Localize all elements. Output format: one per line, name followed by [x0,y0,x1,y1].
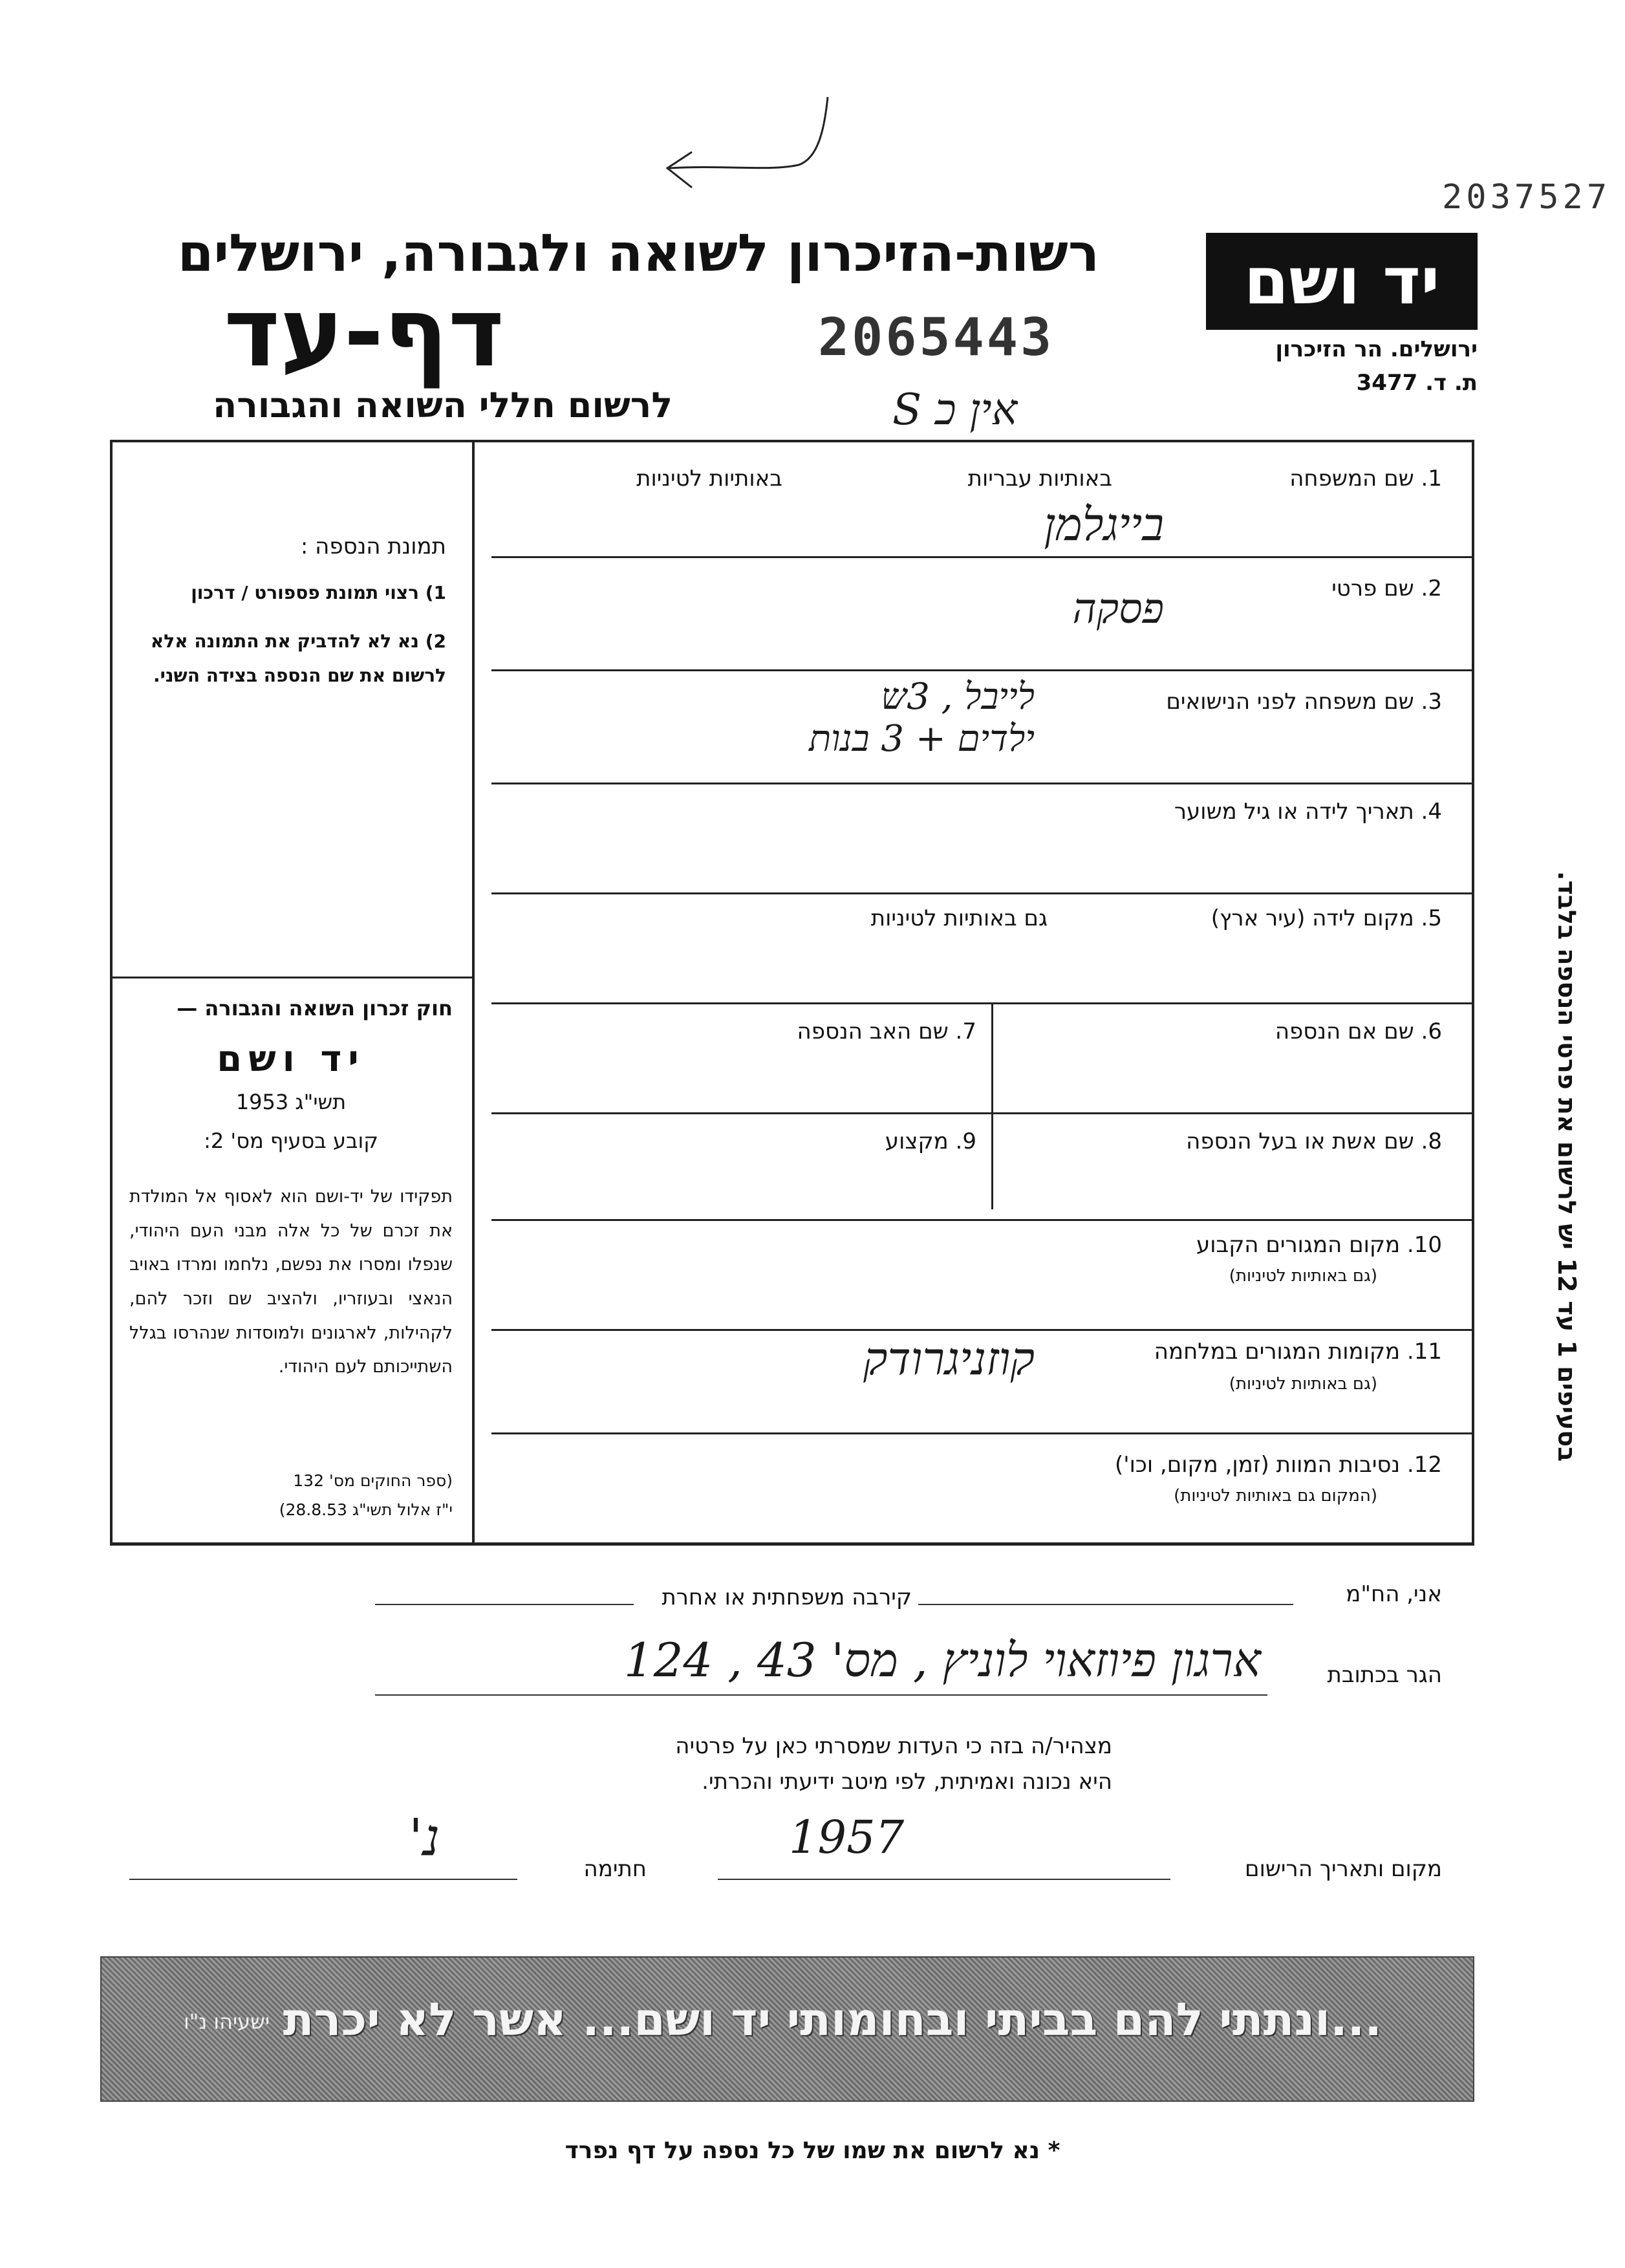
field3-value2: ילדים + 3 בנות [808,718,1035,760]
field5-label: 5. מקום לידה (עיר ארץ) [1211,905,1442,931]
decl-relation-line[interactable] [375,1604,634,1605]
decl-address-label: הגר בכתובת [1327,1662,1442,1688]
field9-label: 9. מקצוע [885,1129,976,1154]
left-panel-divider [110,977,473,978]
decl-statement1: מצהיר/ה בזה כי העדות שמסרתי כאן על פרטיה [675,1733,1112,1759]
photo-note2: 2) נא לא להדביק את התמונה אלא לרשום את שם הנספה בצידה השני. [150,631,446,687]
decl-signature-line[interactable] [129,1879,517,1880]
decl-place-date-value: 1957 [789,1811,905,1864]
address-line1: ירושלים. הר הזיכרון [1275,336,1478,362]
field3-value1: לייבל , 3ש [881,676,1035,718]
form-title: דף-עד [224,277,504,388]
row-sep-5 [491,1002,1474,1004]
decl-address-line[interactable] [375,1694,1267,1696]
banner-source: ישעיהו נ"ו [183,2009,270,2034]
field11-label: 11. מקומות המגורים במלחמה [1154,1339,1442,1365]
field1-col-hebrew: באותיות עבריות [967,466,1112,491]
field8-label: 8. שם אשת או בעל הנספה [1186,1129,1442,1154]
decl-i-am: אני, הח"מ [1346,1581,1442,1607]
field12-label: 12. נסיבות המוות (זמן, מקום, וכו') [1114,1452,1442,1478]
decl-place-date-line[interactable] [718,1879,1170,1880]
row-sep-4 [491,892,1474,894]
decl-statement2: היא נכונה ואמיתית, לפי מיטב ידיעתי והכרתי. [702,1769,1112,1795]
row-sep-8 [491,1329,1474,1331]
decl-signature-label: חתימה [583,1856,647,1882]
field3-label: 3. שם משפחה לפני הנישואים [1166,689,1442,715]
decl-place-date-label: מקום ותאריך הרישום [1245,1856,1442,1882]
law-name: יד ושם [217,1038,365,1080]
field1-col-latin: באותיות לטיניות [636,466,782,491]
side-note: בסעיפים 1 עד 12 יש לרשום את פרטי הנספה בלבד. [1553,870,1581,1462]
field6-label: 6. שם אם הנספה [1275,1019,1442,1044]
address-line2: ת. ד. 3477 [1356,370,1478,396]
field2-value: פסקה [1072,585,1164,633]
form-frame-bottom [110,1542,1474,1545]
law-clause: קובע בסעיף מס' 2: [204,1129,378,1153]
law-source: (ספר החוקים מס' 132 [293,1471,453,1490]
org-title: רשות-הזיכרון לשואה ולגבורה, ירושלים [177,223,1099,283]
field5-latin: גם באותיות לטיניות [870,905,1048,931]
decl-signature-value: נ' [408,1808,440,1868]
decl-name-line[interactable] [918,1604,1293,1605]
arrow-scribble-icon [653,91,847,200]
row-sep-2 [491,669,1474,671]
row-sep-6 [491,1112,1474,1114]
form-subtitle: לרשום חללי השואה והגבורה [213,385,673,426]
yad-vashem-logo: יד ושם [1206,233,1478,330]
half-divider [991,1002,993,1209]
law-heading: חוק זכרון השואה והגבורה — [177,996,453,1021]
top-stamp-number: 2037527 [1442,178,1611,217]
row-sep-1 [491,556,1474,558]
photo-panel-title: תמונת הנספה : [300,534,446,559]
field2-label: 2. שם פרטי [1331,576,1442,601]
law-date: י"ז אלול תשי"ג 28.8.53) [279,1500,453,1519]
field4-label: 4. תאריך לידה או גיל משוער [1174,799,1442,825]
field1-label: 1. שם המשפחה [1289,466,1442,491]
footer-note: * נא לרשום את שמו של כל נספה על דף נפרד [565,2137,1060,2164]
row-sep-3 [491,783,1474,784]
decl-relation-label: קירבה משפחתית או אחרת [662,1584,912,1610]
field11-latin: (גם באותיות לטיניות) [1229,1374,1377,1394]
field10-latin: (גם באותיות לטיניות) [1229,1266,1377,1286]
quote-banner [100,1956,1474,2102]
field12-latin: (המקום גם באותיות לטיניות) [1174,1486,1377,1506]
field1-value: בייגלמן [1044,498,1164,551]
column-divider [472,440,475,1546]
row-sep-9 [491,1432,1474,1434]
form-stamp-number: 2065443 [818,307,1055,367]
photo-note1: 1) רצוי תמונת פספורט / דרכון [191,582,446,603]
law-year: תשי"ג 1953 [235,1090,347,1114]
field10-label: 10. מקום המגורים הקבוע [1196,1232,1442,1258]
decl-address-value: ארגון פיוזאוי לוניץ , מס' 43 , 124 [623,1633,1261,1687]
law-body: תפקידו של יד-ושם הוא לאסוף אל המולדת את זכרם של כל אלה מבני העם היהודי, שנפלו ומסרו את נפשם, נלחמו ומרדו באויב הנאצי ובעוזריו, ולהציב שם וזכר להם, לקהילות, לארגונים ולמוסדות שנהרסו בגלל השתייכותם לעם היהודי. [129,1187,453,1377]
handwritten-ref: אין כ S [892,385,1018,435]
field11-value: קוזניגרודק [863,1332,1035,1385]
row-sep-7 [491,1219,1474,1221]
banner-quote: ...ונתתי להם בביתי ובחומותי יד ושם... אשר לא יכרת [283,1993,1382,2046]
field7-label: 7. שם האב הנספה [797,1019,976,1044]
